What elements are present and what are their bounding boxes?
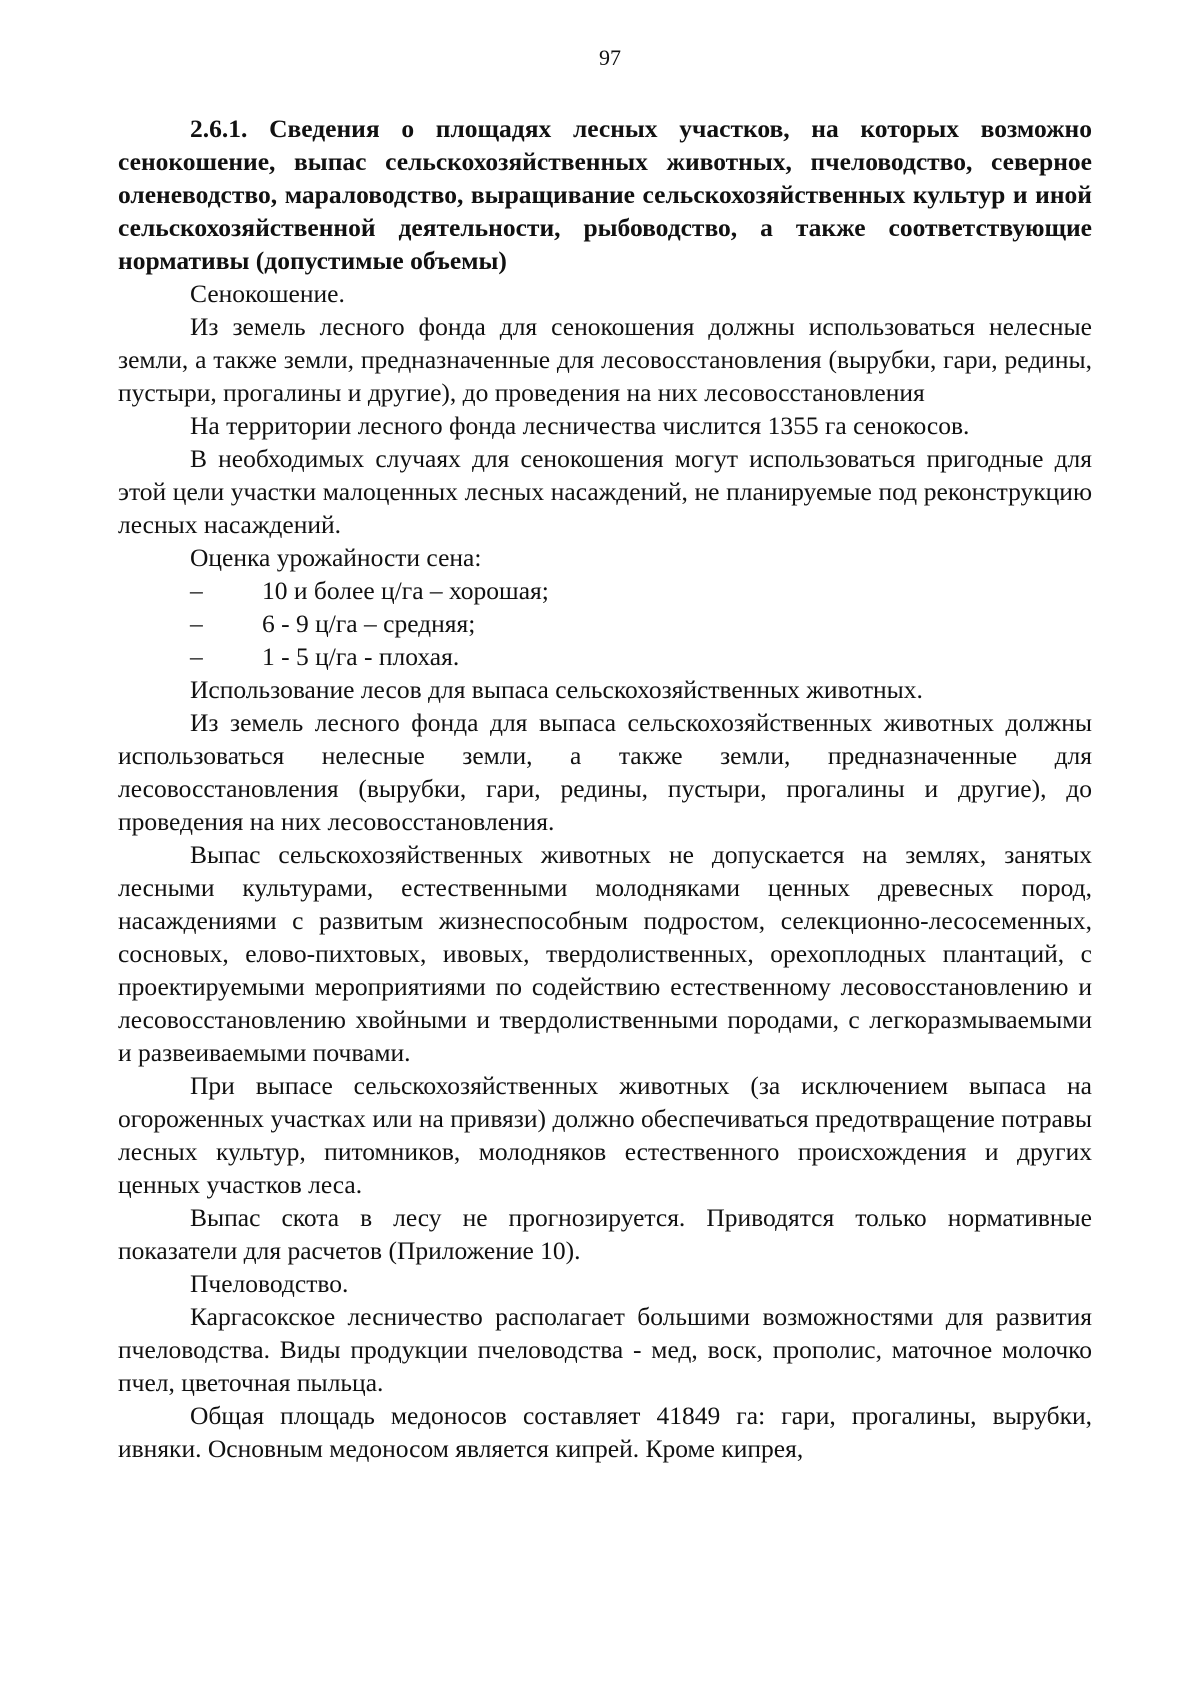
list-item <box>118 574 1092 607</box>
list-marker: – <box>190 609 203 638</box>
list-item-text: 10 и более ц/га – хорошая; <box>262 576 549 605</box>
paragraph-grazing-lands: Из земель лесного фонда для выпаса сельскохозяйственных животных должны использоваться нелесные земли, а также земли, предназначенные для лесовосстановления (вырубки, гари, редины, пустыри, прогалины и другие), до проведения на них лесовосстановления. <box>118 708 1092 836</box>
paragraph-haymaking-title: Сенокошение. <box>190 279 345 308</box>
paragraph-grazing-restrictions: Выпас сельскохозяйственных животных не допускается на землях, занятых лесными культурами, естественными молодняками ценных древесных пород, насаждениями с развитым жизнеспособным подростом, селекционно-лесосеменных, сосновых, елово-пихтовых, ивовых, твердолиственных, орехоплодных плантаций, с проектируемыми мероприятиями по содействию естественному лесовосстановлению и лесовосстановлению хвойными и твердолиственными породами, с легкоразмываемыми и развеиваемыми почвами. <box>118 840 1092 1067</box>
paragraph-grazing-forecast: Выпас скота в лесу не прогнозируется. Приводятся только нормативные показатели для расчетов (Приложение 10). <box>118 1203 1092 1265</box>
page-number: 97 <box>599 45 621 70</box>
section-heading: 2.6.1. Сведения о площадях лесных участков, на которых возможно сенокошение, выпас сельскохозяйственных животных, пчеловодство, северное оленеводство, мараловодство, выращивание сельскохозяйственных культур и иной сельскохозяйственной деятельности, рыбоводство, а также соответствующие нормативы (допустимые объемы) <box>118 114 1092 275</box>
paragraph-beekeeping-title: Пчеловодство. <box>190 1269 349 1298</box>
paragraph-grazing-title: Использование лесов для выпаса сельскохозяйственных животных. <box>190 675 923 704</box>
list-marker: – <box>190 576 203 605</box>
paragraph-haymaking-cases: В необходимых случаях для сенокошения могут использоваться пригодные для этой цели участки малоценных лесных насаждений, не планируемые под реконструкцию лесных насаждений. <box>118 444 1092 539</box>
list-item-text: 6 - 9 ц/га – средняя; <box>262 609 476 638</box>
paragraph-honey-plants-area: Общая площадь медоносов составляет 41849 га: гари, прогалины, вырубки, ивняки. Основным медоносом является кипрей. Кроме кипрея, <box>118 1401 1092 1463</box>
paragraph-haymaking-area: На территории лесного фонда лесничества числится 1355 га сенокосов. <box>190 411 970 440</box>
list-item <box>118 640 1092 673</box>
list-marker: – <box>190 642 203 671</box>
list-item <box>118 607 1092 640</box>
paragraph-haymaking-lands: Из земель лесного фонда для сенокошения должны использоваться нелесные земли, а также земли, предназначенные для лесовосстановления (вырубки, гари, редины, пустыри, прогалины и другие), до проведения на них лесовосстановления <box>118 312 1092 407</box>
document-page <box>118 40 1092 1465</box>
paragraph-beekeeping-potential: Каргасокское лесничество располагает большими возможностями для развития пчеловодства. Виды продукции пчеловодства - мед, воск, прополис, маточное молочко пчел, цветочная пыльца. <box>118 1302 1092 1397</box>
list-item-text: 1 - 5 ц/га - плохая. <box>262 642 460 671</box>
paragraph-grazing-prevention: При выпасе сельскохозяйственных животных (за исключением выпаса на огороженных участках или на привязи) должно обеспечиваться предотвращение потравы лесных культур, питомников, молодняков естественного происхождения и других ценных участков леса. <box>118 1071 1092 1199</box>
paragraph-yield-estimate: Оценка урожайности сена: <box>190 543 482 572</box>
